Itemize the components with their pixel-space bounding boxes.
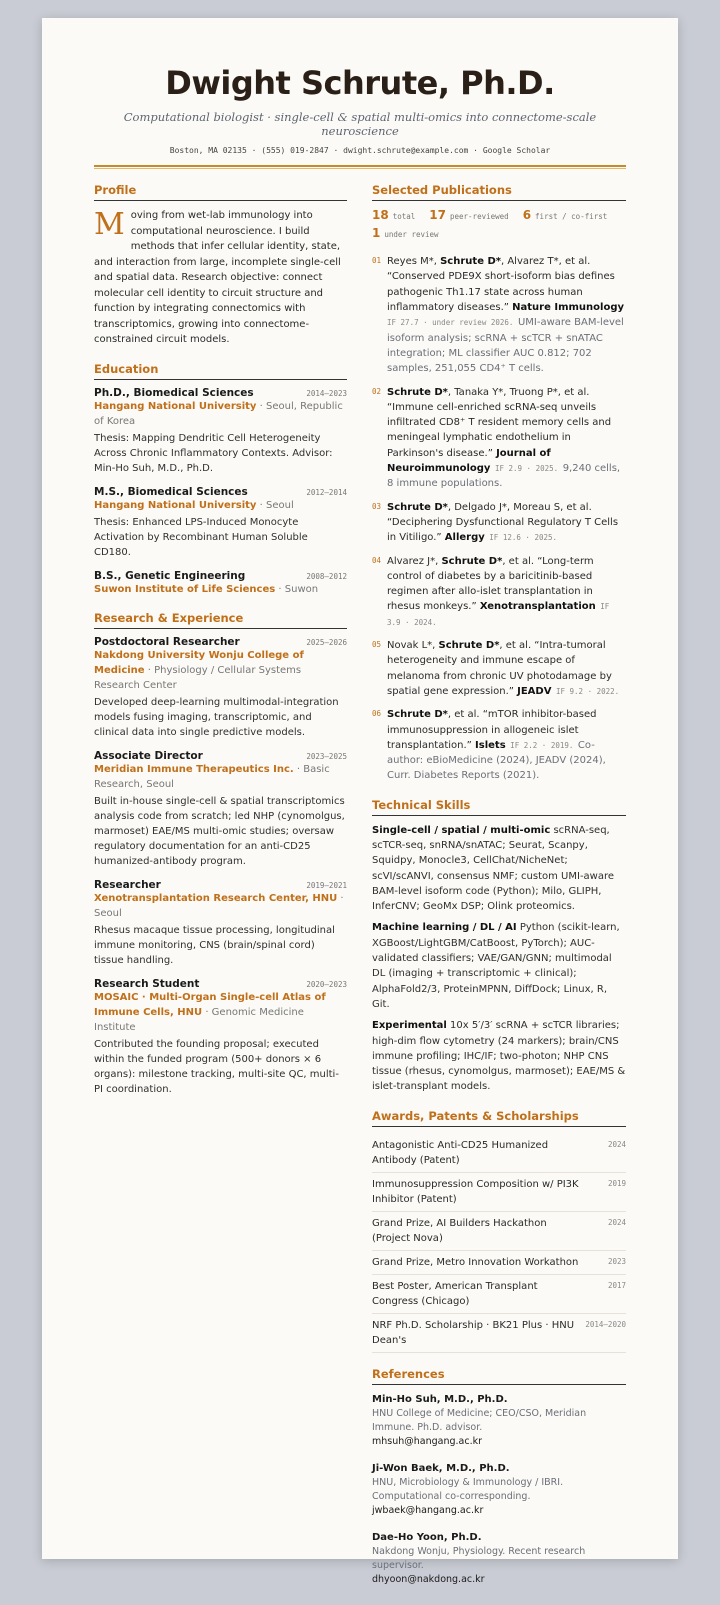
organization-location: · Seoul <box>94 892 344 919</box>
left-column <box>94 183 347 1599</box>
degree-title: Ph.D., Biomedical Sciences <box>94 386 254 399</box>
publication-citation <box>387 500 626 546</box>
degree-title: M.S., Biomedical Sciences <box>94 485 248 498</box>
institution-location: · Seoul <box>256 499 294 511</box>
citation-text: , Alvarez T*, et al. “Conserved PDE9X short-isoform bias defines pathogenic Th1.17 state across human inflammatory diseases.” <box>387 256 615 314</box>
entry-header <box>94 978 347 990</box>
experience-entry <box>94 750 347 869</box>
publication-item <box>372 638 626 699</box>
self-author: Schrute D* <box>387 501 448 513</box>
award-name: Best Poster, American Transplant Congress (Chicago) <box>372 1280 538 1307</box>
self-author: Schrute D* <box>387 386 448 398</box>
entry-header <box>94 636 347 648</box>
section-title-references: References <box>372 1367 626 1385</box>
self-author: Schrute D* <box>440 256 501 268</box>
role-title: Associate Director <box>94 749 203 762</box>
experience-list <box>94 636 347 1097</box>
education-section <box>94 362 347 597</box>
citation-text: , et al. “Intra-tumoral heterogeneity and immune escape of melanoma from chronic UV photodamage by spatial gene expression.” <box>387 640 612 697</box>
reference-affiliation: Nakdong Wonju, Physiology. Recent research supervisor. <box>372 1545 586 1571</box>
education-entry <box>94 486 347 560</box>
education-entry <box>94 570 347 597</box>
institution-location: · Suwon <box>275 583 319 595</box>
section-title-awards: Awards, Patents & Scholarships <box>372 1109 626 1127</box>
impact-factor-year: IF 27.7 · under review 2026. <box>387 318 518 328</box>
institution-name: Hangang National University <box>94 499 257 511</box>
publication-citation <box>387 254 626 376</box>
entry-header <box>94 750 347 762</box>
section-title-publications: Selected Publications <box>372 183 626 201</box>
skill-details: 10x 5′/3′ scRNA + scTCR libraries; high-dim flow cytometry (24 markers); brain/CNS immune profiling; IHC/IF; two-photon; NHP CNS tissue (rhesus, cynomolgus, marmoset); EAE/MS & islet-transplant models. <box>372 1020 626 1093</box>
citation-text: , et al. “Long-term control of diabetes by a baricitinib-based regimen after allo-islet transplantation in rhesus monkeys.” <box>387 555 594 613</box>
coauthors-before: Alvarez J*, <box>387 555 442 567</box>
award-year: 2024 <box>607 1139 626 1149</box>
publication-index: 03 <box>372 501 382 511</box>
award-name: NRF Ph.D. Scholarship · BK21 Plus · HNU Dean's <box>372 1319 575 1346</box>
role-title: Postdoctoral Researcher <box>94 635 240 648</box>
reference-name: Dae-Ho Yoon, Ph.D. <box>372 1531 482 1543</box>
award-name: Grand Prize, AI Builders Hackathon (Project Nova) <box>372 1217 547 1244</box>
institution-line <box>94 399 347 429</box>
journal-name: Nature Immunology <box>512 302 624 314</box>
stat-number: 18 <box>372 208 389 223</box>
right-column <box>372 183 626 1599</box>
stat-label: peer-reviewed <box>449 212 509 222</box>
publication-stats <box>372 208 626 240</box>
award-name: Grand Prize, Metro Innovation Workathon <box>372 1256 579 1268</box>
publication-stat <box>372 208 415 222</box>
award-year: 2023 <box>607 1256 626 1266</box>
dropcap: M <box>94 207 125 243</box>
publication-note: 9,240 cells, 8 immune populations. <box>387 463 621 490</box>
education-entry <box>94 387 347 476</box>
organization-line <box>94 990 347 1035</box>
publication-index: 04 <box>372 555 382 565</box>
publication-list <box>372 254 626 784</box>
experience-entry <box>94 978 347 1097</box>
award-item <box>372 1212 626 1251</box>
award-year: 2014–2020 <box>585 1319 626 1329</box>
journal-name: Journal of Neuroimmunology <box>387 447 551 475</box>
stat-label: first / co-first <box>535 212 608 222</box>
institution-location: · Seoul, Republic of Korea <box>94 400 343 427</box>
self-author: Schrute D* <box>387 709 448 721</box>
publication-citation <box>387 385 626 492</box>
award-name: Antagonistic Anti-CD25 Humanized Antibody (Patent) <box>372 1139 549 1166</box>
entry-date: 2008–2012 <box>306 571 347 581</box>
stat-label: under review <box>384 230 439 240</box>
publication-index: 05 <box>372 640 382 650</box>
coauthors-before: Novak L*, <box>387 640 439 652</box>
tagline: Computational biologist · single-cell & spatial multi-omics into connectome-scale neuroscience <box>123 110 597 139</box>
award-year: 2019 <box>607 1178 626 1188</box>
organization-name: Nakdong University Wonju College of Medicine <box>94 649 304 676</box>
reference-name: Ji-Won Baek, M.D., Ph.D. <box>372 1462 510 1474</box>
impact-factor-year: IF 2.9 · 2025. <box>490 464 563 474</box>
awards-section <box>372 1109 626 1353</box>
organization-name: MOSAIC · Multi-Organ Single-cell Atlas of Immune Cells, HNU <box>94 991 326 1018</box>
entry-date: 2012–2014 <box>306 487 347 497</box>
profile-section <box>94 183 347 348</box>
reference-affiliation: HNU College of Medicine; CEO/CSO, Meridian Immune. Ph.D. advisor. <box>372 1407 587 1433</box>
organization-location: · Physiology / Cellular Systems Research Center <box>94 664 302 691</box>
organization-name: Meridian Immune Therapeutics Inc. <box>94 763 294 775</box>
institution-line <box>94 498 347 513</box>
thesis-description: Thesis: Mapping Dendritic Cell Heterogeneity Across Chronic Inflammatory Contexts. Advisor: Min-Ho Suh, M.D., Ph.D. <box>94 432 333 474</box>
publication-stat <box>429 208 508 222</box>
journal-name: Xenotransplantation <box>479 601 596 613</box>
citation-text: , Tanaka Y*, Truong P*, et al. “Immune cell-enriched scRNA-seq unveils infiltrated CD8⁺ T resident memory cells and meningeal lymphatic endothelium in Parkinson's disease.” <box>387 386 612 459</box>
impact-factor-year: IF 9.2 · 2022. <box>551 686 620 696</box>
contact-line: Boston, MA 02135 · (555) 019-2847 · dwight.schrute@example.com · Google Scholar <box>169 146 551 156</box>
award-item <box>372 1314 626 1353</box>
award-item <box>372 1134 626 1173</box>
publication-item <box>372 254 626 376</box>
award-name: Immunosuppression Composition w/ PI3K Inhibitor (Patent) <box>372 1178 579 1205</box>
role-description: Built in-house single-cell & spatial transcriptomics analysis code from scratch; led NHP (cynomolgus, marmoset) EAE/MS multi-omic studies; oversaw regulatory documentation for an anti-CD25 humanized-antibody program. <box>94 795 345 867</box>
skill-details: scRNA-seq, scTCR-seq, snRNA/snATAC; Seurat, Scanpy, Squidpy, Monocle3, CellChat/NicheNet; scVI/scANVI, consensus NMF; custom UMI-aware BAM-level isoform code (Python); Milo, GLIPH, InferCNV; GeoMx DSP; Olink proteomics. <box>372 824 615 913</box>
publication-citation <box>387 707 626 783</box>
publication-item <box>372 707 626 783</box>
skill-category: Machine learning / DL / AI <box>372 922 517 934</box>
experience-entry <box>94 636 347 740</box>
skill-group <box>372 823 626 915</box>
impact-factor-year: IF 2.2 · 2019. <box>505 740 578 750</box>
skills-list <box>372 823 626 1095</box>
publication-index: 02 <box>372 386 382 396</box>
section-title-skills: Technical Skills <box>372 798 626 816</box>
role-description: Developed deep-learning multimodal-integration models fusing imaging, transcriptomic, and clinical data into single predictive models. <box>94 696 339 738</box>
entry-header <box>94 387 347 399</box>
references-section <box>372 1367 626 1587</box>
award-year: 2024 <box>607 1217 626 1227</box>
institution-name: Hangang National University <box>94 400 257 412</box>
skill-category: Experimental <box>372 1020 447 1032</box>
resume-page <box>42 18 678 1585</box>
stat-number: 6 <box>522 208 532 223</box>
skill-category: Single-cell / spatial / multi-omic <box>372 824 551 836</box>
reference-item <box>372 1461 626 1518</box>
award-year: 2017 <box>607 1280 626 1290</box>
entry-header <box>94 486 347 498</box>
institution-line <box>94 582 347 597</box>
publications-section <box>372 183 626 784</box>
candidate-name: Dwight Schrute, Ph.D. <box>165 64 555 102</box>
stat-number: 17 <box>429 208 446 223</box>
award-item <box>372 1173 626 1212</box>
profile-body: oving from wet-lab immunology into computational neuroscience. I build methods that infer cellular identity, state, and interaction from large, incomplete single-cell and spatial data. Research objective: connect molecular cell identity to circuit structure and function by integrating connectomics with transcriptomics, growing into connectome-constrained circuit models. <box>94 210 341 346</box>
reference-affiliation: HNU, Microbiology & Immunology / IBRI. Computational co-corresponding. <box>372 1476 564 1502</box>
entry-date: 2025–2026 <box>306 637 347 647</box>
coauthors-before: Reyes M*, <box>387 256 441 268</box>
impact-factor-year: IF 3.9 · 2024. <box>387 602 610 627</box>
stat-label: total <box>392 212 416 222</box>
publication-note: UMI-aware BAM-level isoform analysis; scRNA + scTCR + snATAC integration; ML classifier AUC 0.812; 702 samples, 251,055 CD4⁺ T cells. <box>387 317 624 375</box>
role-title: Researcher <box>94 878 161 891</box>
publication-index: 01 <box>372 256 382 266</box>
citation-text: , et al. “mTOR inhibitor-based immunosuppression in allogeneic islet transplantation.” <box>387 709 597 751</box>
role-description: Contributed the founding proposal; executed within the funded program (500+ donors × 6 organs): milestone tracking, multi-site QC, multi-PI coordination. <box>94 1038 339 1095</box>
organization-line <box>94 648 347 693</box>
journal-name: Allergy <box>444 532 485 544</box>
reference-email[interactable]: dhyoon@nakdong.ac.kr <box>372 1573 485 1585</box>
award-item <box>372 1275 626 1314</box>
self-author: Schrute D* <box>441 555 503 567</box>
organization-line <box>94 891 347 921</box>
awards-list <box>372 1134 626 1353</box>
reference-item <box>372 1530 626 1587</box>
publication-item <box>372 554 626 630</box>
publication-citation <box>387 638 626 699</box>
education-list <box>94 387 347 597</box>
experience-section <box>94 611 347 1097</box>
degree-title: B.S., Genetic Engineering <box>94 569 246 582</box>
publication-item <box>372 385 626 492</box>
reference-email[interactable]: mhsuh@hangang.ac.kr <box>372 1435 483 1447</box>
entry-date: 2020–2023 <box>306 979 347 989</box>
entry-header <box>94 570 347 582</box>
resume-header <box>94 66 626 169</box>
publication-stat <box>372 226 439 240</box>
role-title: Research Student <box>94 977 200 990</box>
section-title-experience: Research & Experience <box>94 611 347 629</box>
skills-section <box>372 798 626 1095</box>
reference-name: Min-Ho Suh, M.D., Ph.D. <box>372 1393 508 1405</box>
entry-header <box>94 879 347 891</box>
publication-note: Co-author: eBioMedicine (2024), JEADV (2024), Curr. Diabetes Reports (2021). <box>387 739 606 782</box>
publication-stat <box>523 208 608 222</box>
entry-date: 2019–2021 <box>306 880 347 890</box>
profile-text <box>94 208 347 348</box>
stat-number: 1 <box>372 226 381 241</box>
publication-item <box>372 500 626 546</box>
skill-group <box>372 920 626 1012</box>
publication-citation <box>387 554 626 630</box>
experience-entry <box>94 879 347 968</box>
header-divider <box>94 165 626 169</box>
reference-email[interactable]: jwbaek@hangang.ac.kr <box>372 1504 484 1516</box>
entry-date: 2023–2025 <box>306 751 347 761</box>
organization-line <box>94 762 347 792</box>
role-description: Rhesus macaque tissue processing, longitudinal immune monitoring, CNS (brain/spinal cord) tissue handling. <box>94 924 335 966</box>
section-title-profile: Profile <box>94 183 347 201</box>
skill-group <box>372 1018 626 1094</box>
organization-name: Xenotransplantation Research Center, HNU <box>94 892 338 904</box>
award-item <box>372 1251 626 1275</box>
institution-name: Suwon Institute of Life Sciences <box>94 583 276 595</box>
organization-location: · Basic Research, Seoul <box>94 763 330 790</box>
journal-name: JEADV <box>517 685 552 697</box>
reference-item <box>372 1392 626 1449</box>
entry-date: 2014–2023 <box>306 388 347 398</box>
section-title-education: Education <box>94 362 347 380</box>
journal-name: Islets <box>475 739 506 751</box>
impact-factor-year: IF 12.6 · 2025. <box>484 533 558 543</box>
organization-location: · Genomic Medicine Institute <box>94 1006 304 1033</box>
self-author: Schrute D* <box>438 640 500 652</box>
skill-details: Python (scikit-learn, XGBoost/LightGBM/CatBoost, PyTorch); AUC-validated classifiers; VAE/GAN/GNN; multimodal DL (imaging + transcriptomic + clinical); AlphaFold2/3, ProteinMPNN, DiffDock; Linux, R, Git. <box>372 922 620 1010</box>
thesis-description: Thesis: Enhanced LPS-Induced Monocyte Activation by Recombinant Human Soluble CD180. <box>94 516 308 558</box>
references-list <box>372 1392 626 1587</box>
publication-index: 06 <box>372 709 382 719</box>
citation-text: , Delgado J*, Moreau S, et al. “Deciphering Dysfunctional Regulatory T Cells in Vitiligo.” <box>387 501 619 544</box>
